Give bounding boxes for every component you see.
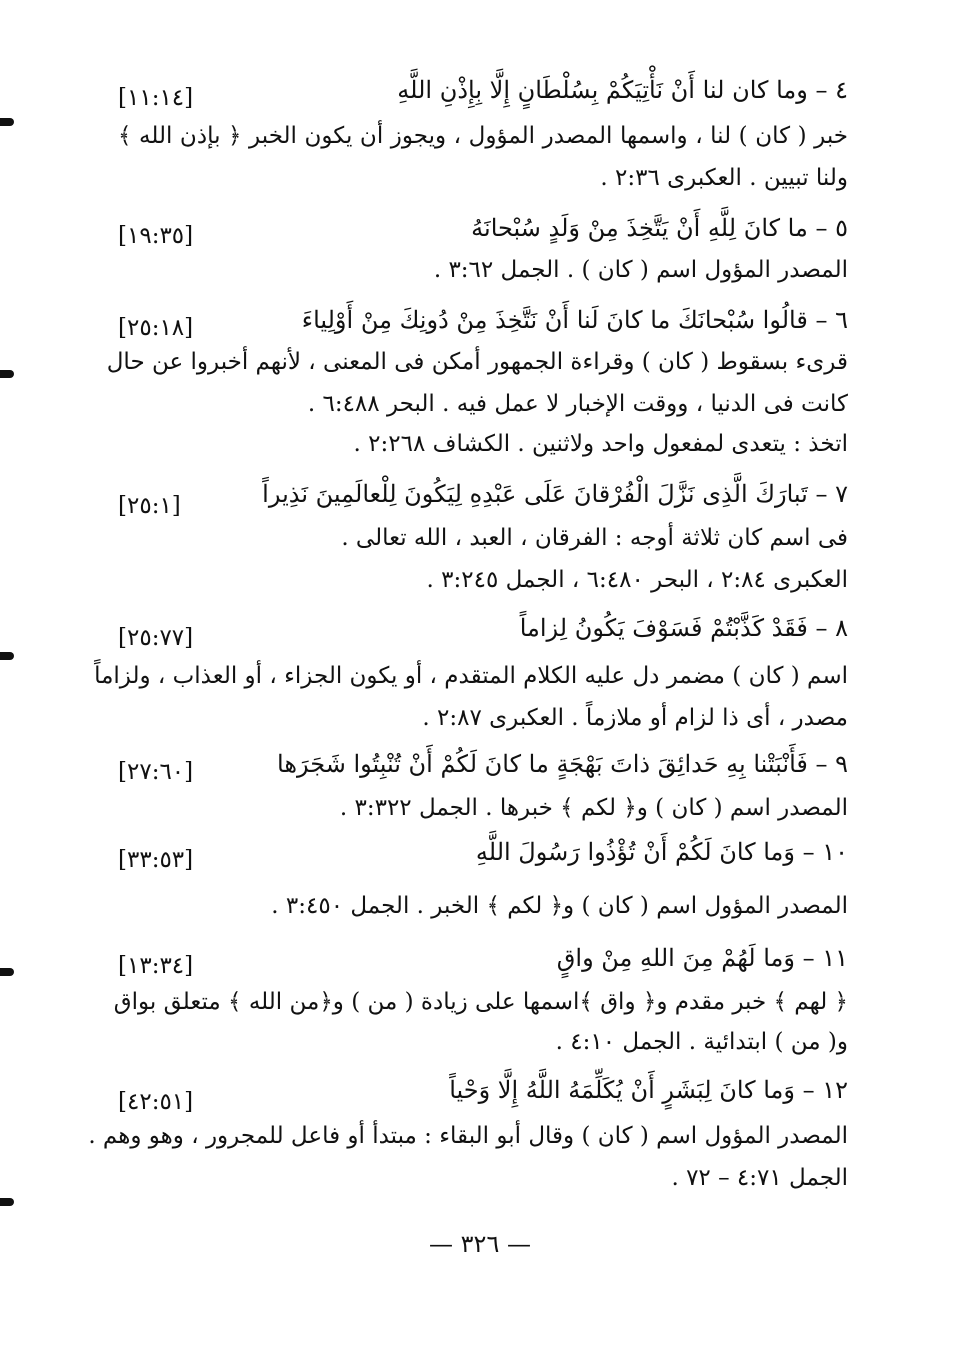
note-line: المصدر المؤول اسم ( كان ) وقال أبو البقاء : مبتدأ أو فاعل للمجرور ، وهو وهم . bbox=[88, 1123, 848, 1149]
verse-reference: [٢٥:١] bbox=[118, 493, 181, 519]
verse-line: ٧ – تَبارَكَ الَّذِى نَزَّلَ الْفُرْقانَ عَلَى عَبْدِهِ لِيَكُونَ لِلْعالَمِينَ نَذِيراً bbox=[262, 480, 848, 508]
margin-mark bbox=[0, 118, 14, 126]
verse-line: ٥ – ما كانَ لِلَّهِ أَنْ يَتَّخِذَ مِنْ وَلَدٍ سُبْحانَهُ bbox=[471, 214, 848, 242]
verse-line: ٦ – قالُوا سُبْحانَكَ ما كانَ لَنا أَنْ نَتَّخِذَ مِنْ دُونِكَ مِنْ أَوْلِياءَ bbox=[301, 306, 848, 334]
note-line: ﴿ لهم ﴾ خبر مقدم و﴿ واق ﴾اسمها على زيادة ( من ) و﴿من الله ﴾ متعلق بواق bbox=[113, 989, 848, 1015]
verse-line: ١١ – وَما لَهُمْ مِنَ اللهِ مِنْ واقٍ bbox=[556, 944, 848, 972]
verse-line: ٨ – فَقَدْ كَذَّبْتُمْ فَسَوْفَ يَكُونُ لِزاماً bbox=[519, 614, 848, 642]
verse-line: ١٢ – وَما كانَ لِبَشَرٍ أَنْ يُكَلِّمَهُ اللَّهُ إِلَّا وَحْياً bbox=[449, 1076, 848, 1104]
verse-reference: [٢٥:١٨] bbox=[118, 315, 194, 341]
note-line: اسم ( كان ) مضمر دل عليه الكلام المتقدم ، أو يكون الجزاء ، أو العذاب ، ولزاماً bbox=[94, 663, 848, 689]
verse-reference: [٤٢:٥١] bbox=[118, 1089, 194, 1115]
note-line: قرىء بسقوط ( كان ) وقراءة الجمهور أمكن فى المعنى ، لأنهم أخبروا عن حال bbox=[106, 349, 848, 375]
note-line: و( من ) ابتدائية . الجمل ٤:١٠ . bbox=[555, 1029, 848, 1055]
note-line: المصدر اسم ( كان ) و﴿ لكم ﴾ خبرها . الجمل ٣:٣٢٢ . bbox=[339, 795, 848, 821]
verse-reference: [١١:١٤] bbox=[118, 85, 194, 111]
verse-line: ٤ – وما كان لنا أَنْ نَأْتِيَكُمْ بِسُلْطَانٍ إِلَّا بِإِذْنِ اللَّهِ bbox=[397, 76, 848, 104]
note-line: فى اسم كان ثلاثة أوجه : الفرقان ، العبد ، الله تعالى . bbox=[341, 525, 848, 551]
margin-mark bbox=[0, 968, 14, 976]
verse-reference: [١٩:٣٥] bbox=[118, 223, 194, 249]
verse-line: ١٠ – وَما كانَ لَكُمْ أَنْ تُؤْذُوا رَسُولَ اللَّهِ bbox=[475, 838, 848, 866]
verse-reference: [١٣:٣٤] bbox=[118, 953, 194, 979]
note-line: المصدر المؤول اسم ( كان ) . الجمل ٣:٦٢ . bbox=[433, 257, 848, 283]
note-line: خبر ( كان ) لنا ، واسمها المصدر المؤول ، ويجوز أن يكون الخبر ﴿ بإذن الله ﴾ bbox=[118, 123, 848, 149]
verse-line: ٩ – فَأَنْبَتْنا بِهِ حَدائِقَ ذاتَ بَهْجَةٍ ما كانَ لَكُمْ أَنْ تُنْبِتُوا شَجَرَها bbox=[277, 750, 848, 778]
page-number: — ٣٢٦ — bbox=[429, 1230, 531, 1258]
note-line: العكبرى ٢:٨٤ ، البحر ٦:٤٨٠ ، الجمل ٣:٢٤٥ . bbox=[426, 567, 848, 593]
note-line: مصدر ، أى ذا لزام أو ملازماً . العكبرى ٢:٨٧ . bbox=[422, 705, 848, 731]
verse-reference: [٢٥:٧٧] bbox=[118, 625, 194, 651]
margin-mark bbox=[0, 1198, 14, 1206]
note-line: ولنا تبيين . العكبرى ٢:٣٦ . bbox=[600, 165, 848, 191]
note-line: كانت فى الدنيا ، ووقت الإخبار لا عمل فيه . البحر ٦:٤٨٨ . bbox=[307, 391, 848, 417]
verse-reference: [٣٣:٥٣] bbox=[118, 847, 194, 873]
note-line: المصدر المؤول اسم ( كان ) و﴿ لكم ﴾ الخبر . الجمل ٣:٤٥٠ . bbox=[271, 893, 848, 919]
margin-mark bbox=[0, 652, 14, 660]
margin-mark bbox=[0, 370, 14, 378]
note-line: الجمل ٤:٧١ – ٧٢ . bbox=[671, 1165, 848, 1191]
note-line: اتخذ : يتعدى لمفعول واحد ولاثنين . الكشاف ٢:٢٦٨ . bbox=[353, 431, 848, 457]
verse-reference: [٢٧:٦٠] bbox=[118, 759, 194, 785]
